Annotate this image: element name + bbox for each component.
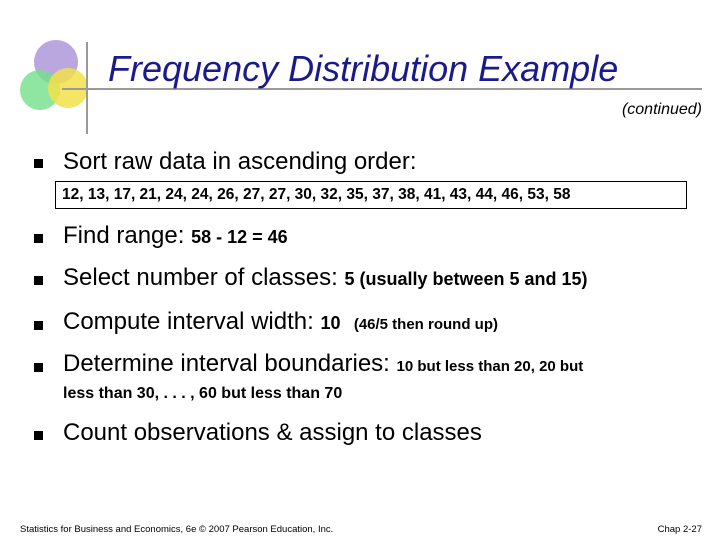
bullet-range bbox=[63, 222, 288, 250]
raw-data-box: 12, 13, 17, 21, 24, 24, 26, 27, 27, 30, 32, 35, 37, 38, 41, 43, 44, 46, 53, 58 bbox=[55, 181, 687, 209]
bullet-boundaries-value: 10 but less than 20, 20 but bbox=[396, 358, 584, 375]
footer-copyright: Statistics for Business and Economics, 6e © 2007 Pearson Education, Inc. bbox=[20, 524, 334, 535]
bullet-width-note: (46/5 then round up) bbox=[353, 316, 498, 333]
bullet-count bbox=[63, 419, 482, 447]
bullet-boundaries-continuation: less than 30, . . . , 60 but less than 70 bbox=[63, 385, 343, 402]
bullet-width-value: 10 bbox=[320, 313, 341, 333]
bullet-sort-label: Sort raw data in ascending order: bbox=[63, 148, 417, 175]
bullet-count-label: Count observations & assign to classes bbox=[63, 419, 482, 446]
bullet-range-label: Find range: bbox=[63, 222, 192, 249]
bullet-sort bbox=[63, 148, 417, 176]
bullet-width bbox=[63, 308, 498, 336]
bullet-range-value: 58 - 12 = 46 bbox=[191, 227, 288, 247]
bullet-classes bbox=[63, 264, 588, 292]
bullet-marker bbox=[34, 321, 43, 330]
bullet-marker bbox=[34, 234, 43, 243]
bullet-width-label: Compute interval width: bbox=[63, 308, 321, 335]
footer-page-number: Chap 2-27 bbox=[657, 524, 702, 535]
bullet-classes-value: 5 (usually between 5 and 15) bbox=[344, 269, 588, 289]
slide-title: Frequency Distribution Example bbox=[108, 48, 619, 89]
bullet-marker bbox=[34, 159, 43, 168]
bullet-classes-label: Select number of classes: bbox=[63, 264, 345, 291]
bullet-marker bbox=[34, 276, 43, 285]
slide-subtitle: (continued) bbox=[621, 101, 702, 118]
bullet-marker bbox=[34, 431, 43, 440]
decorative-circles-logo bbox=[14, 40, 94, 130]
bullet-boundaries bbox=[63, 350, 583, 378]
bullet-boundaries-label: Determine interval boundaries: bbox=[63, 350, 397, 377]
bullet-marker bbox=[34, 363, 43, 372]
